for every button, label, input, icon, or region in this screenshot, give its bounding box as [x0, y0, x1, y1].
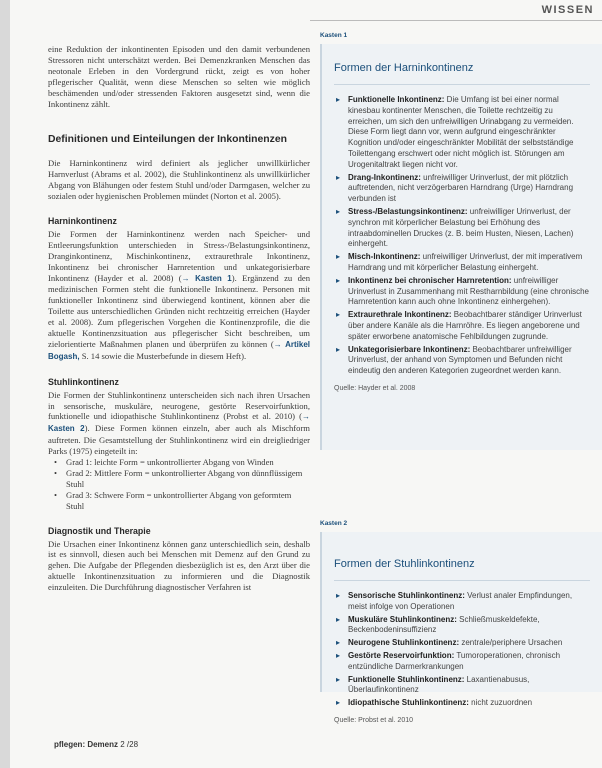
definition: Verlust analer Empfindungen, meist infolge von Operationen: [348, 591, 573, 611]
term: Neurogene Stuhlinkontinenz:: [348, 638, 460, 648]
list-item: [334, 173, 590, 205]
journal-name: pflegen: Demenz: [54, 740, 119, 749]
list-item: [334, 651, 590, 673]
info-box-harninkontinenz: [320, 44, 602, 450]
magazine-page: [10, 0, 602, 768]
text-span: S. 14 sowie die Musterbefunde in diesem Heft).: [79, 350, 247, 361]
box-list: [322, 95, 602, 377]
term: Stress-/Belastungsinkontinenz:: [348, 206, 468, 216]
section-heading-definitions: Definitionen und Einteilungen der Inkontinenzen: [48, 134, 287, 146]
text-span: Die Formen der Stuhlinkontinenz unterscheiden sich nach ihren Ursachen in sensorische, muskuläre, neurogene, gestörte Reservoirfunktion, funktionelle und idiopathische Stuhlinkontinenz (Probst et al. 2010) (: [48, 389, 310, 422]
list-item: [334, 591, 590, 613]
list-item: [334, 638, 590, 649]
list-item: [334, 615, 590, 637]
harninkontinenz-paragraph: [48, 229, 310, 363]
list-item: [334, 698, 590, 709]
header-divider: [310, 20, 602, 21]
grade-list: [48, 457, 310, 512]
term: Extraurethrale Inkontinenz:: [348, 310, 452, 320]
box-list: [322, 591, 602, 709]
main-text-column: [48, 44, 310, 593]
definition: Beobachtbarer ständiger Urinverlust über andere Kanäle als die Harnröhre. Es liegen angeborene und später erworbene anatomische Fehlbildungen zugrunde.: [348, 310, 582, 341]
term: Idiopathische Stuhlinkontinenz:: [348, 698, 469, 708]
list-item: [334, 675, 590, 697]
list-item: • Grad 1: leichte Form = unkontrollierter Abgang von Winden: [48, 457, 310, 468]
subheading-harninkontinenz: Harninkontinenz: [48, 215, 117, 226]
definition: Laxantienabusus, Überlaufinkontinenz: [348, 674, 530, 695]
box-divider: [334, 580, 590, 581]
box-title: Formen der Harninkontinenz: [334, 62, 474, 74]
intro-paragraph: eine Reduktion der inkontinenten Episoden und den damit verbundenen Stressoren nicht unterschätzt werden. Bei Demenzkranken Menschen das neotonale Erleben in den Vordergrund rückt, zeigt es von hoher pflegerischer Qualität, wenn diese Menschen so selten wie möglich beschämenden und/oder stressenden Faktoren ausgesetzt sind, wenn die Inkontinenz zählt.: [48, 44, 310, 109]
list-item: [334, 207, 590, 250]
definition: unfreiwilliger Urinverlust, der synchron mit körperlicher Belastung bei Erhöhung des intraabdominellen Druckes (z. B. beim Husten, Niesen, Lachen) einhergeht.: [348, 206, 574, 249]
term: Funktionelle Inkontinenz:: [348, 95, 445, 104]
term: Unkategorisierbare Inkontinenz:: [348, 344, 471, 354]
list-item: [334, 345, 590, 377]
box-label-kasten-1: Kasten 1: [320, 32, 348, 39]
term: Drang-Inkontinenz:: [348, 172, 421, 182]
definition: unfreiwilliger Urinverlust, der mit plötzlich auftretenden, nicht verzögerbaren Harndrang (Urge) Harndrang verbunden ist: [348, 172, 574, 204]
list-item: • Grad 3: Schwere Form = unkontrollierter Abgang von geformtem Stuhl: [48, 490, 310, 512]
definition: unfreiwilliger Urinverlust in Zusammenhang mit Restharnbildung (eine chronische Harnretention kann auch ohne Inkontinenz einhergehen).: [348, 275, 590, 307]
definitions-paragraph: Die Harninkontinenz wird definiert als jeglicher unwillkürlicher Harnverlust (Abrams et al. 2002), die Stuhlinkontinenz als unwillkürlicher Abgang von Blähungen oder festem Stuhl und/oder Darmgasen, welcher zu sozialen oder hygienischen Problemen mündet (Norton et al. 2005).: [48, 158, 310, 202]
list-item: • Grad 2: Mittlere Form = unkontrollierter Abgang von dünnflüssigem Stuhl: [48, 468, 310, 490]
box-label-kasten-2: Kasten 2: [320, 520, 348, 527]
list-item: [334, 95, 590, 171]
definition: Tumoroperationen, chronisch entzündliche Darmerkrankungen: [348, 650, 561, 671]
definition: zentrale/periphere Ursachen: [459, 638, 563, 648]
term: Sensorische Stuhlinkontinenz:: [348, 591, 465, 600]
box-title: Formen der Stuhlinkontinenz: [334, 558, 475, 570]
diagnostik-paragraph: Die Ursachen einer Inkontinenz können ganz unterschiedlich sein, deshalb ist es sinnvoll, diesen auch bei Menschen mit Demenz auf den Grund zu gehen. Die Aufgabe der Pflegenden diesbezüglich ist es, den Arzt über die aktuelle Inkontinenzsituation zu informieren und die Diagnostik einzuleiten. Die Durchführung diagnostischer Verfahren ist: [48, 538, 310, 593]
subheading-diagnostik: Diagnostik und Therapie: [48, 525, 151, 536]
info-box-stuhlinkontinenz: [320, 532, 602, 724]
list-item: [334, 252, 590, 274]
term: Muskuläre Stuhlinkontinenz:: [348, 614, 457, 624]
list-item: [334, 310, 590, 342]
subheading-stuhlinkontinenz: Stuhlinkontinenz: [48, 376, 119, 387]
stuhlinkontinenz-paragraph: [48, 390, 310, 457]
term: Funktionelle Stuhlinkontinenz:: [348, 674, 465, 684]
term: Inkontinenz bei chronischer Harnretention:: [348, 275, 512, 285]
section-label: WISSEN: [541, 4, 594, 16]
box-divider: [334, 84, 590, 85]
cross-reference-kasten-2[interactable]: → Kasten 2: [48, 412, 310, 434]
definition: Beobachtbarer unfreiwilliger Urinverlust, der anhand von Symptomen und Befunden nicht eindeutig den anderen Kategorien zugeordnet werden kann.: [348, 344, 572, 376]
box-source: Quelle: Hayder et al. 2008: [334, 384, 416, 392]
text-span: ). Diese Formen können einzeln, aber auch als Mischform auftreten. Die Gesamtstellung der Stuhlinkontinenz wird ein dreigliedriger Parks (1975) eingeteilt in:: [48, 423, 310, 457]
definition: nicht zuzuordnen: [468, 698, 533, 708]
definition: Schließmuskeldefekte, Beckenbodeninsuffizienz: [348, 614, 540, 635]
term: Gestörte Reservoirfunktion:: [348, 650, 455, 660]
definition: Die Umfang ist bei einer normal kinesbau kontinenter Menschen, die Toilette rechtzeitig zu erreichen, um sich den unfreiwilligen Urinabgang zu vermeiden. Diese Form liegt dann vor, wenn aufgrund eingeschränkter Kognition und/oder eingeschränkter Mobilität der selbstständige Toilettengang erschwert oder nicht möglich ist. Störungen am Urogenitaltrakt liegen nicht vor.: [348, 95, 574, 169]
text-span: Die Formen der Harninkontinenz werden nach Speicher- und Entleerungsfunktion unterschieden in Stress-/Belastungsinkontinenz, Dranginkontinenz, Mischinkontinenz, extraurethrale Inkontinenz, Inkontinenz bei chronischer Harnretention und unkategorisierbare Inkontinenz (Hayder et al. 2008) (: [48, 228, 310, 283]
cross-reference-kasten-1[interactable]: → Kasten 1: [181, 273, 232, 283]
list-item: [334, 276, 590, 308]
box-source: Quelle: Probst et al. 2010: [334, 716, 413, 724]
term: Misch-Inkontinenz:: [348, 252, 421, 262]
cross-reference-article[interactable]: → Artikel Bogash,: [48, 339, 311, 361]
page-footer: [54, 740, 138, 749]
text-span: ). Ergänzend zu den medizinischen Formen steht die funktionelle Inkontinenz. Personen mit funktioneller Inkontinenz sind überwiegend kontinent, können aber die Toilette aus unterschiedlichen Gründen nicht rechtzeitig erreichen (Hayder et al. 2008). Zum pflegerischen Vorgehen die Kontinenzprofile, die die aktuelle Kontinenzsituation aus pflegerischer Sicht beschreiben, um zielorientierte Maßnahmen planen und überprüfen zu können (: [48, 272, 311, 349]
definition: unfreiwilliger Urinverlust, der mit imperativem Harndrang und mit körperlicher Belastung einhergeht.: [348, 252, 583, 272]
issue-number: 2 /28: [118, 740, 139, 749]
